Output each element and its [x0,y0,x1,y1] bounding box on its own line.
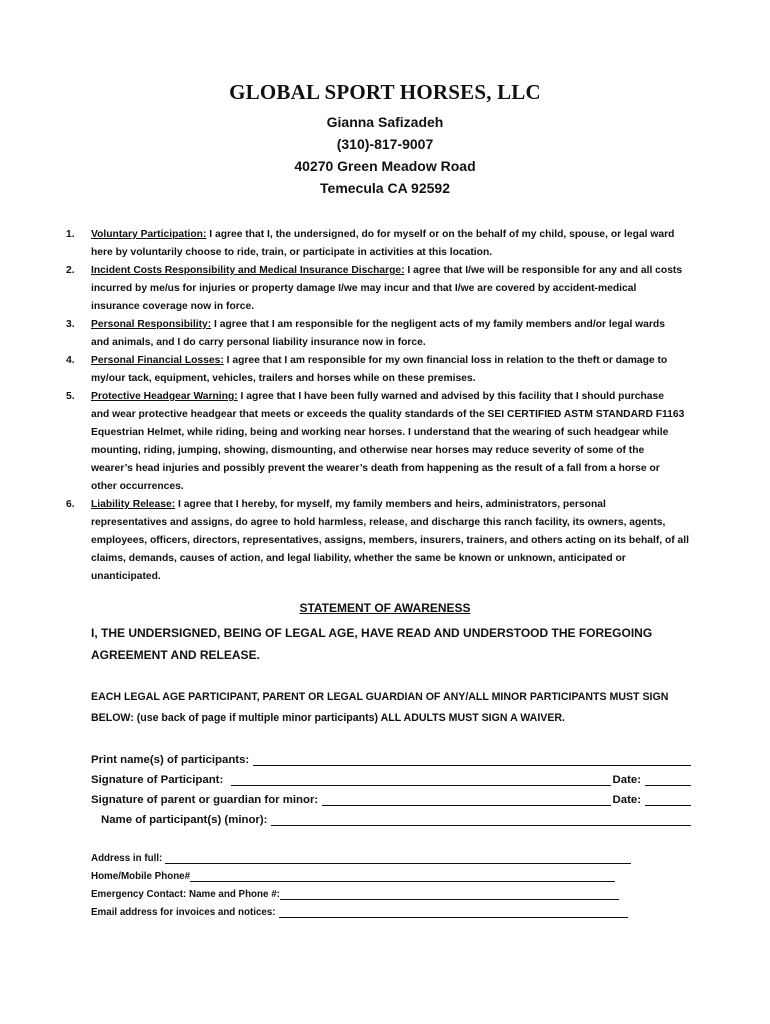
term-title: Personal Financial Losses: [91,355,224,366]
phone-field[interactable] [190,871,615,882]
term-text-line: here by voluntarily choose to ride, train, or participate in activities at this location. [91,247,493,258]
term-text-line: I agree that I/we will be responsible for any and all costs [404,265,683,276]
term-text-line: wearer’s head injuries and possibly prevent the wearer’s death from happening as the result of a fall from a horse or [91,463,660,474]
term-item [66,262,726,316]
term-text-line: incurred by me/us for injuries or property damage I/we may incur and that I/we are covered by accident-medical [91,283,637,294]
instruction-line: EACH LEGAL AGE PARTICIPANT, PARENT OR LEGAL GUARDIAN OF ANY/ALL MINOR PARTICIPANTS MUST SIGN [91,691,669,703]
letterhead [0,80,770,199]
term-text-line: I agree that I am responsible for my own financial loss in relation to the theft or damage to [223,355,668,366]
term-number: 2. [66,265,75,276]
term-text-line: Equestrian Helmet, while riding, being and working near horses. I understand that the wearing of such headgear while [91,427,669,438]
phone-label: Home/Mobile Phone# [91,871,191,882]
term-title: Incident Costs Responsibility and Medical Insurance Discharge: [91,265,405,276]
awareness-line: AGREEMENT AND RELEASE. [91,648,260,662]
term-number: 3. [66,319,75,330]
guardian-date-field[interactable] [645,793,691,806]
term-item [66,226,726,262]
term-item [66,496,726,586]
company-name: GLOBAL SPORT HORSES, LLC [229,80,541,104]
term-title: Voluntary Participation: [91,229,207,240]
term-text-line: I agree that I, the undersigned, do for myself or on the behalf of my child, spouse, or legal ward [206,229,675,240]
minor-names-row [91,806,691,826]
address-field[interactable] [165,853,631,864]
terms-list [66,226,726,586]
city-state-zip: Temecula CA 92592 [320,180,450,196]
address-label: Address in full: [91,853,163,864]
guardian-signature-label: Signature of parent or guardian for minor: [91,794,319,806]
term-item [66,352,726,388]
email-field[interactable] [279,907,628,918]
instruction-line: BELOW: (use back of page if multiple minor participants) ALL ADULTS MUST SIGN A WAIVER. [91,712,566,724]
phone-row [91,864,615,882]
contact-phone: (310)-817-9007 [336,136,434,152]
signature-fields [91,746,691,826]
term-item [66,316,726,352]
term-title: Personal Responsibility: [91,319,212,330]
term-text-line: and animals, and I do carry personal liability insurance now in force. [91,337,426,348]
term-text-line: representatives and assigns, do agree to hold harmless, release, and discharge this ranch facility, its owners, agents, [91,517,666,528]
awareness-line: I, THE UNDERSIGNED, BEING OF LEGAL AGE, HAVE READ AND UNDERSTOOD THE FOREGOING [91,626,653,640]
awareness-heading: STATEMENT OF AWARENESS [299,601,471,615]
term-text-line: and wear protective headgear that meets or exceeds the quality standards of the SEI CERTIFIED ASTM STANDARD F1163 [91,409,685,420]
email-label: Email address for invoices and notices: [91,907,276,918]
term-text-line: unanticipated. [91,571,161,582]
participant-signature-field[interactable] [231,773,610,786]
term-text-line: mounting, riding, jumping, showing, dismounting, and otherwise near horses may reduce severity of some of the [91,445,645,456]
term-number: 5. [66,391,75,402]
date-label: Date: [612,774,641,786]
minor-names-field[interactable] [271,813,691,826]
term-text-line: my/our tack, equipment, vehicles, trailers and horses while on these premises. [91,373,476,384]
term-text-line: insurance coverage now in force. [91,301,255,312]
street-address: 40270 Green Meadow Road [294,158,476,174]
participant-signature-row [91,766,691,786]
term-text-line: employees, officers, directors, representatives, assigns, members, insurers, trainers, and others acting on its behalf, of all [91,535,689,546]
term-item [66,388,726,496]
awareness-statement [91,622,711,666]
signing-instructions [91,687,731,729]
term-number: 1. [66,229,75,240]
participant-date-field[interactable] [645,773,691,786]
print-names-row [91,746,691,766]
term-number: 6. [66,499,75,510]
emergency-contact-row [91,882,619,900]
guardian-signature-row [91,786,691,806]
participant-signature-label: Signature of Participant: [91,774,224,786]
guardian-signature-field[interactable] [322,793,610,806]
emergency-contact-label: Emergency Contact: Name and Phone #: [91,889,280,900]
term-number: 4. [66,355,75,366]
term-text-line: I agree that I have been fully warned and advised by this facility that I should purchase [237,391,664,402]
email-row [91,900,628,918]
term-text-line: claims, demands, causes of action, and legal liability, whether the same be known or unknown, anticipated or [91,553,626,564]
address-row [91,846,631,864]
term-text-line: other occurrences. [91,481,184,492]
print-names-field[interactable] [253,753,691,766]
emergency-contact-field[interactable] [280,889,619,900]
print-names-label: Print name(s) of participants: [91,754,250,766]
term-text-line: I agree that I am responsible for the negligent acts of my family members and/or legal wards [211,319,665,330]
term-title: Liability Release: [91,499,176,510]
term-text-line: I agree that I hereby, for myself, my family members and heirs, administrators, personal [175,499,606,510]
date-label: Date: [612,794,641,806]
contact-name: Gianna Safizadeh [326,114,444,130]
minor-names-label: Name of participant(s) (minor): [101,814,268,826]
term-title: Protective Headgear Warning: [91,391,238,402]
contact-fields [91,846,631,918]
